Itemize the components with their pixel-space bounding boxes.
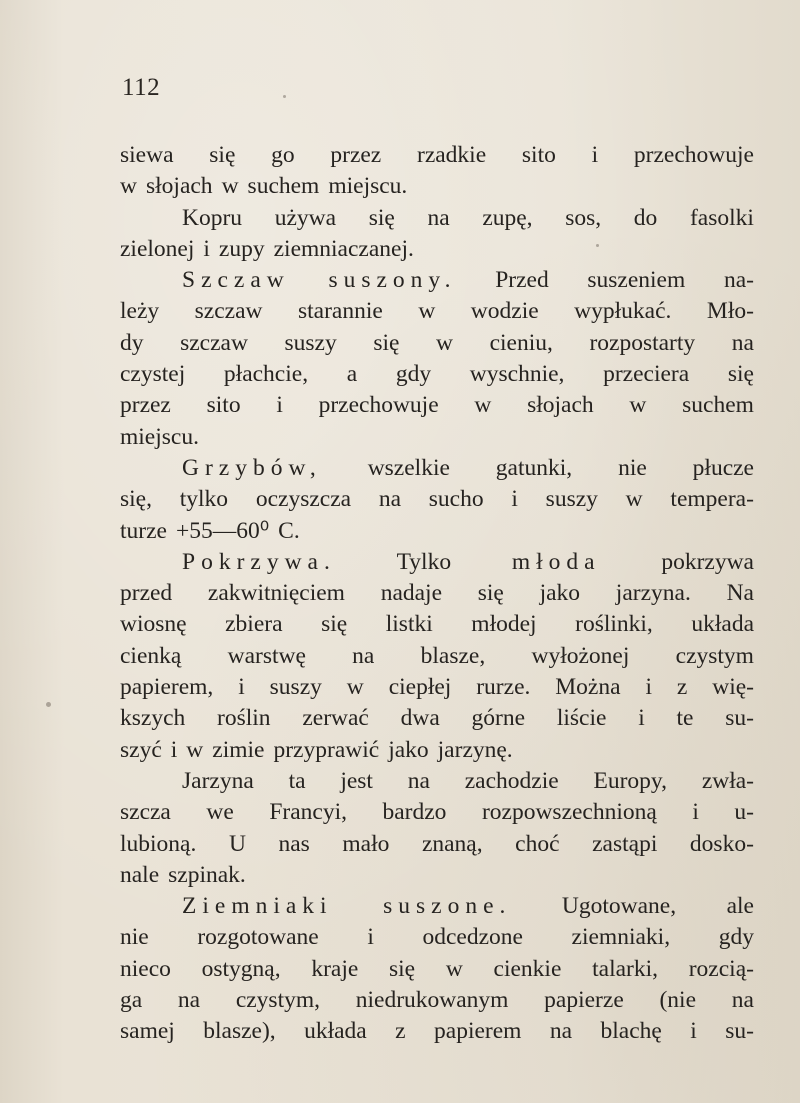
- word: papierem,: [120, 674, 214, 701]
- word: zimie: [212, 736, 265, 763]
- page-number: 112: [122, 74, 161, 101]
- text-line: [120, 672, 754, 703]
- word: młodej: [471, 611, 537, 638]
- spaced-emphasis-word: suszone.: [383, 893, 512, 920]
- spaced-emphasis-word: Szczaw: [182, 267, 290, 294]
- word: papierze: [544, 987, 624, 1014]
- text-line: [120, 140, 754, 171]
- word: zwła-: [701, 767, 754, 794]
- word: jako: [388, 736, 429, 763]
- word: (nie: [659, 987, 697, 1014]
- word: rozgotowane: [197, 924, 319, 951]
- word: i: [276, 392, 283, 419]
- body-text: [120, 140, 754, 1048]
- word: przez: [330, 142, 382, 168]
- paper-speck: [596, 244, 599, 247]
- text-line: [120, 954, 754, 985]
- text-line: [120, 296, 754, 327]
- text-line: [120, 390, 754, 421]
- word: płucze: [692, 454, 754, 481]
- word: zerwać: [302, 705, 369, 732]
- word: szpinak.: [168, 861, 246, 888]
- word: i: [591, 142, 599, 168]
- word: Jarzyna: [182, 767, 254, 794]
- word: suszeniem: [587, 267, 686, 294]
- word: Na: [726, 580, 754, 607]
- word: gatunki,: [495, 454, 573, 481]
- word: przechowuje: [633, 142, 754, 168]
- word: jako: [539, 580, 581, 607]
- word: zupy: [218, 235, 265, 262]
- text-line: [120, 171, 754, 202]
- word: rozcią-: [688, 955, 754, 982]
- word: ale: [726, 893, 754, 920]
- word: w: [629, 392, 647, 419]
- text-line: [120, 703, 754, 734]
- word: się: [373, 329, 400, 356]
- word: ta: [288, 767, 306, 794]
- text-line: [120, 328, 754, 359]
- word: się,: [120, 486, 152, 513]
- word: układa: [691, 611, 754, 638]
- word: na-: [723, 267, 754, 294]
- word: się: [477, 580, 504, 607]
- word: znaną,: [421, 830, 483, 857]
- word: zakwitnięciem: [207, 580, 345, 607]
- word: nieco: [120, 955, 171, 982]
- word: mało: [342, 830, 390, 857]
- text-line: [120, 609, 754, 640]
- word: i: [645, 674, 652, 701]
- word: suszy: [284, 329, 337, 356]
- word: układa: [304, 1018, 367, 1045]
- word: odcedzone: [422, 924, 523, 951]
- word: szczaw: [180, 329, 248, 356]
- word: lubioną.: [120, 830, 197, 857]
- word: nale: [120, 861, 160, 888]
- word: szcza: [120, 799, 171, 826]
- word: kraje: [311, 955, 359, 982]
- word: czystym: [675, 642, 754, 669]
- word: do: [633, 204, 658, 231]
- word: przed: [120, 580, 173, 607]
- word: przyprawić: [273, 736, 380, 763]
- word: tempera-: [670, 486, 754, 513]
- word: +55—60⁰: [175, 517, 270, 544]
- text-line: [120, 516, 754, 547]
- text-line: [120, 453, 754, 484]
- text-line: [120, 735, 754, 766]
- word: zachodzie: [464, 767, 559, 794]
- word: suszy: [269, 674, 322, 701]
- word: w: [221, 173, 239, 200]
- word: pokrzywa: [661, 548, 754, 575]
- word: oczyszcza: [255, 486, 352, 513]
- word: górne: [471, 705, 526, 732]
- word: na: [549, 1018, 573, 1045]
- word: niedrukowanym: [355, 987, 509, 1014]
- word: w: [186, 736, 204, 763]
- word: w: [436, 329, 453, 356]
- word: Tylko: [396, 548, 452, 575]
- word: blachę: [600, 1018, 662, 1045]
- word: roślin: [217, 705, 271, 732]
- word: się: [209, 142, 236, 168]
- word: wię-: [712, 674, 754, 701]
- word: płachcie,: [223, 361, 309, 388]
- text-line: [120, 547, 754, 578]
- word: szyć: [120, 736, 162, 763]
- word: Mło-: [706, 298, 754, 325]
- word: w: [346, 674, 364, 701]
- word: na: [427, 204, 450, 231]
- word: rozpostarty: [589, 329, 696, 356]
- word: gdy: [395, 361, 432, 388]
- word: ga: [120, 987, 143, 1014]
- word: zielonej: [120, 235, 195, 262]
- word: przechowuje: [318, 392, 439, 419]
- text-line: [120, 578, 754, 609]
- text-line: [120, 985, 754, 1016]
- word: talarki,: [592, 955, 659, 982]
- word: i: [690, 1018, 697, 1045]
- text-line: [120, 422, 754, 453]
- word: nas: [278, 830, 310, 857]
- word: na: [731, 987, 754, 1014]
- spaced-emphasis-word: Ziemniaki: [182, 893, 333, 920]
- word: w: [474, 392, 492, 419]
- word: Kopru: [182, 204, 243, 231]
- word: z: [676, 674, 688, 701]
- word: na: [378, 486, 402, 513]
- word: miejscu.: [120, 423, 199, 450]
- word: dosko-: [689, 830, 754, 857]
- word: dwa: [400, 705, 440, 732]
- word: cienką: [120, 642, 182, 669]
- text-line: [120, 891, 754, 922]
- word: nie: [120, 924, 149, 951]
- text-line: [120, 265, 754, 296]
- paper-speck: [46, 702, 51, 707]
- word: na: [352, 642, 375, 669]
- word: ziemniaki,: [571, 924, 671, 951]
- word: szczaw: [194, 298, 263, 325]
- word: kszych: [120, 705, 186, 732]
- word: w: [625, 486, 643, 513]
- text-line: [120, 641, 754, 672]
- word: sucho: [428, 486, 484, 513]
- word: używa: [274, 204, 337, 231]
- word: jarzynę.: [437, 736, 513, 763]
- word: Można: [555, 674, 621, 701]
- word: się: [321, 611, 348, 638]
- word: cienkie: [493, 955, 562, 982]
- text-line: [120, 203, 754, 234]
- text-line: [120, 860, 754, 891]
- word: ziemniaczanej.: [273, 235, 414, 262]
- word: U: [228, 830, 246, 857]
- word: choć: [515, 830, 560, 857]
- word: rurze.: [476, 674, 531, 701]
- word: czystym,: [235, 987, 321, 1014]
- word: gdy: [718, 924, 754, 951]
- word: starannie: [297, 298, 383, 325]
- word: leży: [120, 298, 160, 325]
- word: papierem: [434, 1018, 522, 1045]
- spaced-emphasis-word: Pokrzywa.: [182, 548, 336, 575]
- word: u-: [734, 799, 754, 826]
- word: listki: [385, 611, 433, 638]
- word: i: [203, 235, 210, 262]
- word: nie: [618, 454, 647, 481]
- word: we: [206, 799, 234, 826]
- word: jest: [340, 767, 373, 794]
- word: siewa: [120, 142, 174, 168]
- word: warstwę: [227, 642, 306, 669]
- word: zupę,: [482, 204, 533, 231]
- word: na: [177, 987, 201, 1014]
- word: C.: [278, 517, 300, 544]
- word: ostygną,: [201, 955, 281, 982]
- word: czystej: [120, 361, 186, 388]
- word: wyłożonej: [531, 642, 630, 669]
- word: su-: [725, 1018, 754, 1045]
- text-line: [120, 234, 754, 265]
- text-line: [120, 1016, 754, 1047]
- word: Ugotowane,: [561, 893, 677, 920]
- word: blasze),: [203, 1018, 276, 1045]
- word: na: [407, 767, 430, 794]
- word: rozpowszechnioną: [481, 799, 657, 826]
- word: suszy: [545, 486, 598, 513]
- word: i: [367, 924, 374, 951]
- word: suchem: [682, 392, 754, 419]
- word: Francyi,: [269, 799, 347, 826]
- word: i: [638, 705, 645, 732]
- word: a: [346, 361, 358, 388]
- word: jarzyna.: [615, 580, 691, 607]
- paper-speck: [283, 95, 286, 98]
- word: Przed: [495, 267, 549, 294]
- spaced-emphasis-word: Grzybów,: [182, 454, 322, 481]
- word: rzadkie: [417, 142, 487, 168]
- text-line: [120, 829, 754, 860]
- spaced-emphasis-word: młoda: [511, 548, 601, 575]
- text-line: [120, 359, 754, 390]
- word: suchem: [247, 173, 320, 200]
- word: zastąpi: [592, 830, 658, 857]
- word: słojach: [527, 392, 594, 419]
- word: tylko: [179, 486, 229, 513]
- word: w: [120, 173, 137, 200]
- text-line: [120, 797, 754, 828]
- word: dy: [120, 329, 144, 356]
- text-line: [120, 922, 754, 953]
- word: samej: [120, 1018, 175, 1045]
- text-line: [120, 766, 754, 797]
- word: liście: [556, 705, 607, 732]
- word: przeciera: [603, 361, 690, 388]
- word: te: [676, 705, 694, 732]
- word: się: [389, 955, 416, 982]
- word: wszelkie: [367, 454, 450, 481]
- word: Europy,: [593, 767, 668, 794]
- word: i: [511, 486, 518, 513]
- word: i: [170, 736, 178, 763]
- word: przez: [120, 392, 171, 419]
- word: i: [238, 674, 245, 701]
- text-line: [120, 484, 754, 515]
- word: wiosnę: [120, 611, 187, 638]
- word: cieniu,: [489, 329, 553, 356]
- word: roślinki,: [575, 611, 653, 638]
- word: zbiera: [225, 611, 283, 638]
- word: w: [418, 298, 436, 325]
- word: su-: [725, 705, 754, 732]
- word: nadaje: [380, 580, 443, 607]
- word: go: [271, 142, 295, 168]
- word: fasolki: [689, 204, 754, 231]
- word: wodzie: [470, 298, 539, 325]
- word: i: [692, 799, 699, 826]
- word: się: [727, 361, 754, 388]
- word: sito: [521, 142, 556, 168]
- word: turze: [120, 517, 167, 544]
- word: sito: [206, 392, 241, 419]
- word: wyschnie,: [469, 361, 565, 388]
- word: ciepłej: [388, 674, 452, 701]
- word: na: [731, 329, 754, 356]
- word: blasze,: [420, 642, 486, 669]
- word: miejscu.: [328, 173, 408, 200]
- word: słojach: [145, 173, 213, 200]
- word: z: [395, 1018, 406, 1045]
- spaced-emphasis-word: suszony.: [328, 267, 457, 294]
- word: bardzo: [382, 799, 447, 826]
- word: wypłukać.: [574, 298, 672, 325]
- word: sos,: [565, 204, 602, 231]
- word: w: [445, 955, 463, 982]
- word: się: [368, 204, 395, 231]
